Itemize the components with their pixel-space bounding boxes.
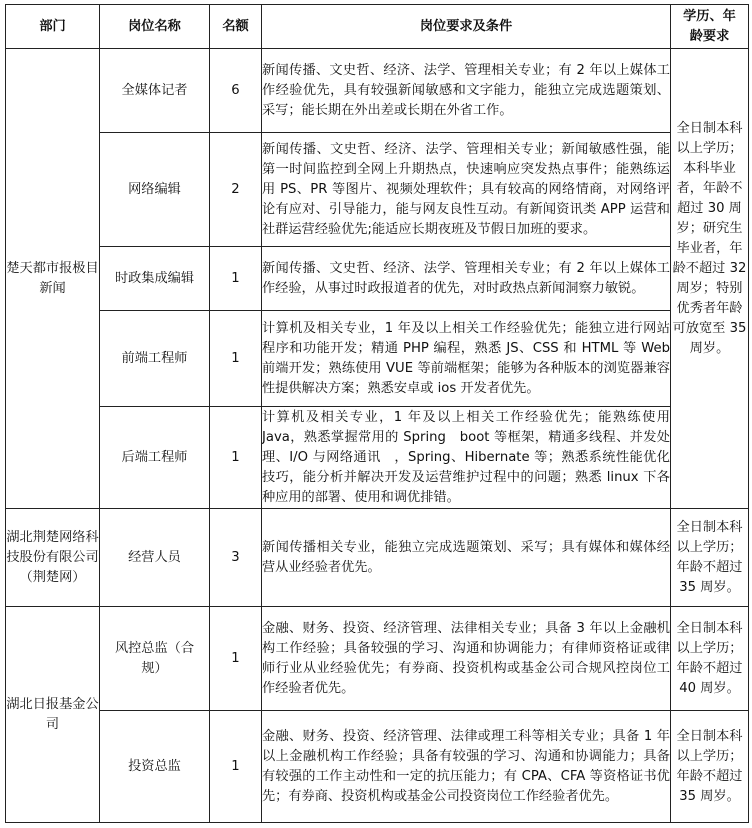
dept-cell: 湖北荆楚网络科技股份有限公司（荆楚网） (6, 509, 100, 607)
edu-age-cell: 全日制本科以上学历；年龄不超过 35 周岁。 (671, 509, 749, 607)
table-row (6, 607, 749, 711)
edu-age-cell: 全日制本科以上学历；年龄不超过 35 周岁。 (671, 711, 749, 823)
table-row (6, 49, 749, 133)
header-dept: 部门 (6, 5, 100, 49)
count-cell: 1 (210, 407, 262, 509)
table-row (6, 509, 749, 607)
requirements-cell: 计算机及相关专业，1 年及以上相关工作经验优先；能独立进行网站程序和功能开发；精通 PHP 编程，熟悉 JS、CSS 和 HTML 等 Web 前端开发；熟练使用 VUE 等前端框架；能够为各种版本的浏览器兼容性提供解决方案；熟悉安卓或 ios 开发者优先。 (262, 311, 671, 407)
table-row (6, 247, 749, 311)
dept-cell: 湖北日报基金公司 (6, 607, 100, 823)
count-cell: 1 (210, 311, 262, 407)
count-cell: 1 (210, 711, 262, 823)
requirements-cell: 金融、财务、投资、经济管理、法律相关专业；具备 3 年以上金融机构工作经验；具备较强的学习、沟通和协调能力；有律师资格证或律师行业从业经验优先；有券商、投资机构或基金公司合规风控岗位工作经验者优先。 (262, 607, 671, 711)
header-count: 名额 (210, 5, 262, 49)
count-cell: 6 (210, 49, 262, 133)
edu-age-cell: 全日制本科以上学历；年龄不超过 40 周岁。 (671, 607, 749, 711)
position-cell: 经营人员 (100, 509, 210, 607)
position-cell: 风控总监（合规） (100, 607, 210, 711)
position-cell: 时政集成编辑 (100, 247, 210, 311)
header-requirements: 岗位要求及条件 (262, 5, 671, 49)
header-edu-age: 学历、年龄要求 (671, 5, 749, 49)
position-cell: 后端工程师 (100, 407, 210, 509)
requirements-cell: 金融、财务、投资、经济管理、法律或理工科等相关专业；具备 1 年以上金融机构工作经验；具备有较强的学习、沟通和协调能力；具备有较强的工作主动性和一定的抗压能力；有 CPA、CFA 等资格证书优先；有券商、投资机构或基金公司投资岗位工作经验者优先。 (262, 711, 671, 823)
count-cell: 1 (210, 607, 262, 711)
count-cell: 3 (210, 509, 262, 607)
header-row (6, 5, 749, 49)
table-row (6, 133, 749, 247)
count-cell: 1 (210, 247, 262, 311)
table-row (6, 711, 749, 823)
count-cell: 2 (210, 133, 262, 247)
position-cell: 全媒体记者 (100, 49, 210, 133)
requirements-cell: 计算机及相关专业，1 年及以上相关工作经验优先；能熟练使用 Java，熟悉掌握常用的 Spring boot 等框架，精通多线程、并发处理、I/O 与网络通讯 ，Spring、Hibernate 等；熟悉系统性能优化技巧，能分析并解决开发及运营维护过程中的问题；熟悉 linux 下各种应用的部署、使用和调优排错。 (262, 407, 671, 509)
position-cell: 网络编辑 (100, 133, 210, 247)
header-position: 岗位名称 (100, 5, 210, 49)
requirements-cell: 新闻传播、文史哲、经济、法学、管理相关专业；有 2 年以上媒体工作经验，从事过时政报道者的优先，对时政热点新闻洞察力敏锐。 (262, 247, 671, 311)
dept-cell: 楚天都市报极目新闻 (6, 49, 100, 509)
job-requirements-table (5, 4, 749, 823)
table-row (6, 407, 749, 509)
position-cell: 投资总监 (100, 711, 210, 823)
requirements-cell: 新闻传播、文史哲、经济、法学、管理相关专业；有 2 年以上媒体工作经验优先，具有较强新闻敏感和文字能力，能独立完成选题策划、采写；能长期在外出差或长期在外省工作。 (262, 49, 671, 133)
table-row (6, 311, 749, 407)
position-cell: 前端工程师 (100, 311, 210, 407)
requirements-cell: 新闻传播、文史哲、经济、法学、管理相关专业；新闻敏感性强，能第一时间监控到全网上升期热点，快速响应突发热点事件；能熟练运用 PS、PR 等图片、视频处理软件；具有较高的网络情商，对网络评论有应对、引导能力，能与网友良性互动。有新闻资讯类 APP 运营和社群运营经验优先;能适应长期夜班及节假日加班的要求。 (262, 133, 671, 247)
edu-age-cell: 全日制本科以上学历；本科毕业者，年龄不超过 30 周岁；研究生毕业者，年龄不超过 32 周岁；特别优秀者年龄可放宽至 35 周岁。 (671, 49, 749, 509)
requirements-cell: 新闻传播相关专业，能独立完成选题策划、采写；具有媒体和媒体经营从业经验者优先。 (262, 509, 671, 607)
